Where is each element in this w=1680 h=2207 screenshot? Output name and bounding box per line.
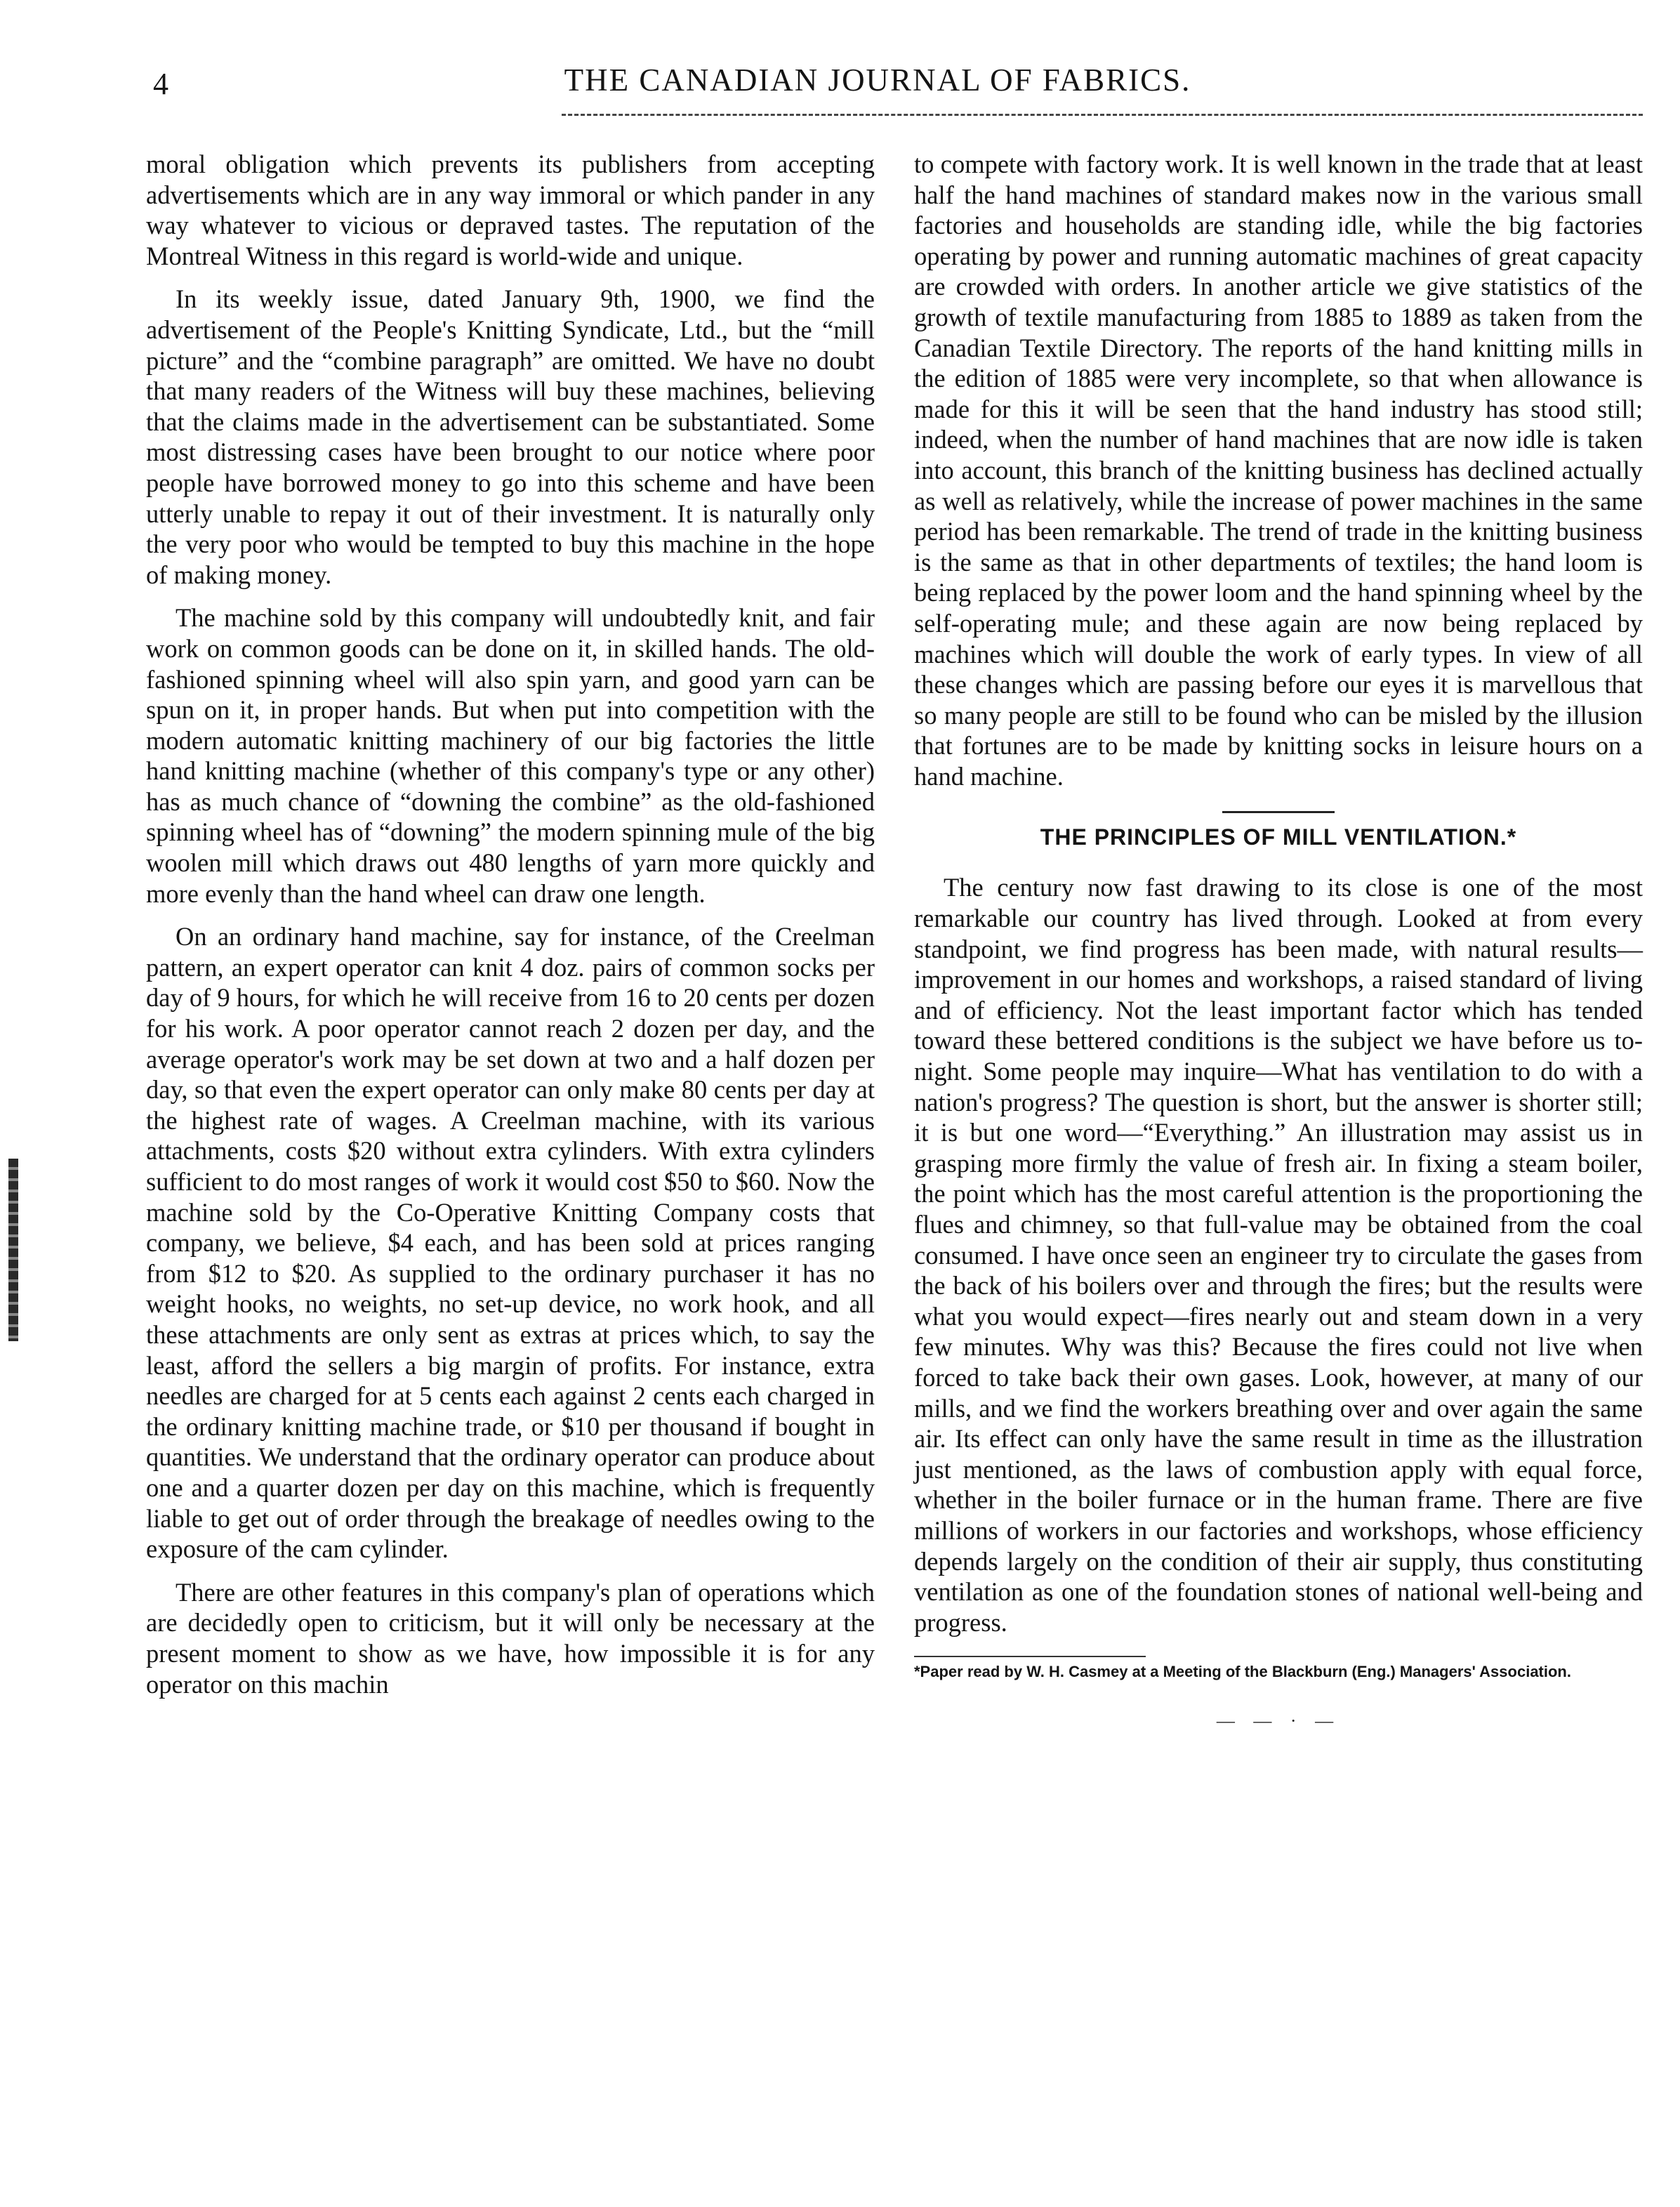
section-paragraph: The century now fast drawing to its close is one of the most remarkable our country has lived through. Looked at from every standpoint, we find progress has been made, with natural results—improvement in our homes and workshops, a raised standard of living and of efficiency. Not the least important factor which has tended toward these bettered conditions is the subject we have before us to-night. Some people may inquire—What has ventilation to do with a nation's progress? The question is short, but the answer is shorter still; it is but one word—“Everything.” An illustration may assist us in grasping more firmly the value of fresh air. In fixing a steam boiler, the point which has the most careful attention is the proportioning the flues and chimney, so that full-value may be obtained from the coal consumed. I have once seen an engineer try to circulate the gases from the back of his boilers over and through the fires; but the results were what you would expect—fires nearly out and steam down in a very few minutes. Why was this? Because the fires could not live when forced to take back their own gases. Look, however, at many of our mills, and we find the workers breathing over and over again the same air. Its effect can only have the same result in time as the illustration just mentioned, as the laws of combustion apply with equal force, whether in the boiler furnace or in the human frame. There are five millions of workers in our factories and workshops, whose efficiency depends largely on the condition of their air supply, thus constituting ventilation as one of the foundation stones of national well-being and progress.	[914, 873, 1643, 1637]
left-column	[146, 149, 875, 1699]
header-rule	[562, 114, 1643, 117]
article-paragraph: moral obligation which prevents its publishers from accepting advertisements which are in any way immoral or which pander in any way whatever to vicious or depraved tastes. The reputation of the Montreal Witness in this regard is world-wide and unique.	[146, 150, 875, 270]
article-paragraph: There are other features in this company's plan of operations which are decidedly open to criticism, but it will only be necessary at the present moment to show as we have, how impossible it is for any operator on this machin	[146, 1577, 875, 1699]
article-paragraph: In its weekly issue, dated January 9th, 1900, we find the advertisement of the People's Knitting Syndicate, Ltd., but the “mill picture” and the “combine paragraph” are omitted. We have no doubt that many readers of the Witness will buy these machines, believing that the claims made in the advertisement can be substantiated. Some most distressing cases have been brought to our notice where poor people have borrowed money to go into this scheme and have been utterly unable to repay it out of their investment. It is naturally only the very poor who would be tempted to buy this machine in the hope of making money.	[146, 284, 875, 589]
article-paragraph: On an ordinary hand machine, say for instance, of the Creelman pattern, an expert operator can knit 4 doz. pairs of common socks per day of 9 hours, for which he will receive from 16 to 20 cents per dozen for his work. A poor operator cannot reach 2 dozen per day, and the average operator's work may be set down at two and a half dozen per day, so that even the expert operator can only make 80 cents per day at the highest rate of wages. A Creelman machine, with its various attachments, costs $20 without extra cylinders. With extra cylinders sufficient to do most ranges of work it would cost $50 to $60. Now the machine sold by the Co-Operative Knitting Company costs that company, we believe, $4 each, and has been sold at prices ranging from $12 to $20. As supplied to the ordinary purchaser it has no weight hooks, no weights, no set-up device, no work hook, and all these attachments are only sent as extras at prices which, to say the least, afford the sellers a big margin of profits. For instance, extra needles are charged for at 5 cents each against 2 cents each charged in the ordinary knitting machine trade, or $10 per thousand if bought in quantities. We understand that the ordinary operator can produce about one and a quarter dozen per day on this machine, which is frequently liable to get out of order through the breakage of needles owing to the exposure of the cam cylinder.	[146, 922, 875, 1564]
footnote-divider	[914, 1656, 1146, 1657]
footnote: *Paper read by W. H. Casmey at a Meeting of the Blackburn (Eng.) Managers' Association.	[914, 1663, 1571, 1681]
right-column	[914, 149, 1643, 1730]
section-divider	[1222, 811, 1335, 813]
section-heading: THE PRINCIPLES OF MILL VENTILATION.*	[1040, 824, 1517, 850]
article-paragraph: to compete with factory work. It is well known in the trade that at least half the hand machines of standard makes now in the various small factories and households are standing idle, while the big factories operating by power and running automatic machines of great capacity are crowded with orders. In another article we give statistics of the growth of textile manufacturing from 1885 to 1889 as taken from the Canadian Textile Directory. The reports of the hand knitting mills in the edition of 1885 were very incomplete, so that when allowance is made for this it will be seen that the hand industry has stood still; indeed, when the number of hand machines that are now idle is taken into account, this branch of the knitting business has declined actually as well as relatively, while the increase of power machines in the same period has been remarkable. The trend of trade in the knitting business is the same as that in other departments of textiles; the hand loom is being replaced by the power loom and the hand spinning wheel by the self-operating mule; and these again are now being replaced by machines which will double the work of early types. In view of all these changes which are passing before our eyes it is marvellous that so many people are still to be found who can be misled by the illusion that fortunes are to be made by knitting socks in leisure hours on a hand machine.	[914, 150, 1643, 791]
page-number: 4	[153, 67, 168, 101]
article-paragraph: The machine sold by this company will undoubtedly knit, and fair work on common goods can be done on it, in skilled hands. The old-fashioned spinning wheel will also spin yarn, and good yarn can be spun on it, in proper hands. But when put into competition with the modern automatic knitting machinery of our big factories the little hand knitting machine (whether of this company's type or any other) has as much chance of “downing the combine” as the old-fashioned spinning wheel has of “downing” the modern spinning mule of the big woolen mill which draws out 480 lengths of yarn more quickly and more evenly than the hand wheel can draw one length.	[146, 603, 875, 908]
end-ornament: — — · —	[1216, 1711, 1341, 1732]
margin-binding-mark	[8, 1159, 18, 1341]
running-title: THE CANADIAN JOURNAL OF FABRICS.	[564, 62, 1191, 98]
